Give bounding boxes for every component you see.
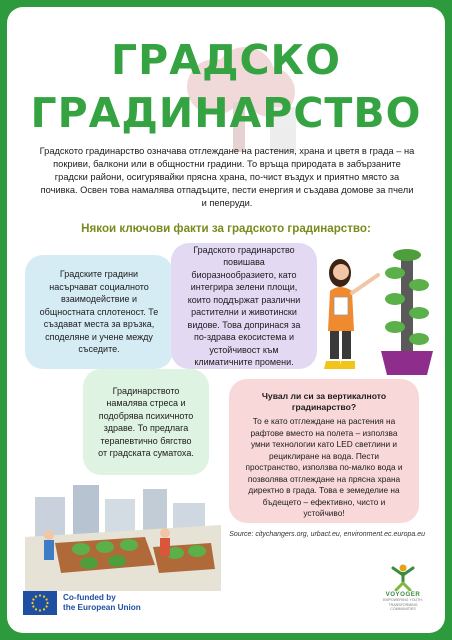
voyager-tagline-3: COMMUNITIES <box>390 607 416 611</box>
fact-box-mental-health <box>83 369 209 475</box>
facts-subheading: Някои ключови факти за градското градинарство: <box>81 222 371 235</box>
eu-cofunded-logo <box>23 591 141 615</box>
page-title-line2: ГРАДИНАРСТВО <box>30 89 422 137</box>
voyager-logo <box>373 563 433 612</box>
voyager-tagline-1: EMPOWERING YOUTH, <box>383 598 423 602</box>
eu-text-line2: the European Union <box>63 603 141 612</box>
fact-text-vertical-gardening: То е като отглеждане на растения на рафтове вместо на полета – използва умни технологии като LED светлини и рециклиране на вода. Пести пространство, използва по-малко вода и позволява отглеждане на прясна храна директно в града. Това е земеделие на бъдещето – ефективно, чисто и устойчиво! <box>245 416 403 518</box>
source-note: Source: citychangers.org, urbact.eu, environment.ec.europa.eu <box>229 531 425 538</box>
fact-text-community: Градските градини насърчават социалното взаимодействие и общностната сплотеност. Те създават места за връзка, споделяне и учене между съседите. <box>39 269 159 355</box>
poster-card <box>7 7 445 633</box>
eu-text-line1: Co-funded by <box>63 593 116 602</box>
fact-box-biodiversity <box>171 243 317 369</box>
intro-paragraph: Градското градинарство означава отглеждане на растения, храна и цветя в града – на покриви, балкони или в общностни градини. То връща природата в забързаните градски райони, осигурявайки прясна храна, по-чист въздух и приятно място за почивка. Освен това намалява отпадъците, пести енергия и създава домове за пчели и пеперуди. <box>39 146 415 208</box>
rooftop-garden-illustration <box>25 477 221 591</box>
fact-box-vertical-gardening <box>229 379 419 523</box>
fact-question-vertical-gardening: Чувал ли си за вертикалното градинарство? <box>261 391 387 412</box>
fact-box-community <box>25 255 173 369</box>
voyager-tagline-2: TRANSFORMING <box>388 602 418 607</box>
voyager-figure-icon <box>388 563 418 591</box>
voyager-name: VOYOGER <box>385 591 421 598</box>
eu-flag-icon <box>23 591 57 615</box>
fact-text-mental-health: Градинарството намалява стреса и подобрява психичното здраве. То предлага терапевтично бягство от градската суматоха. <box>98 385 194 458</box>
fact-text-biodiversity: Градското градинарство повишава биоразнообразието, като интегрира зелени площи, които поддържат различни растителни и животински видове. Това допринася за по-здрава екосистема и устойчивост към климатичните промени. <box>187 244 301 367</box>
page-title-line1: ГРАДСКО <box>111 36 341 84</box>
vertical-garden-tower-illustration <box>377 243 437 379</box>
